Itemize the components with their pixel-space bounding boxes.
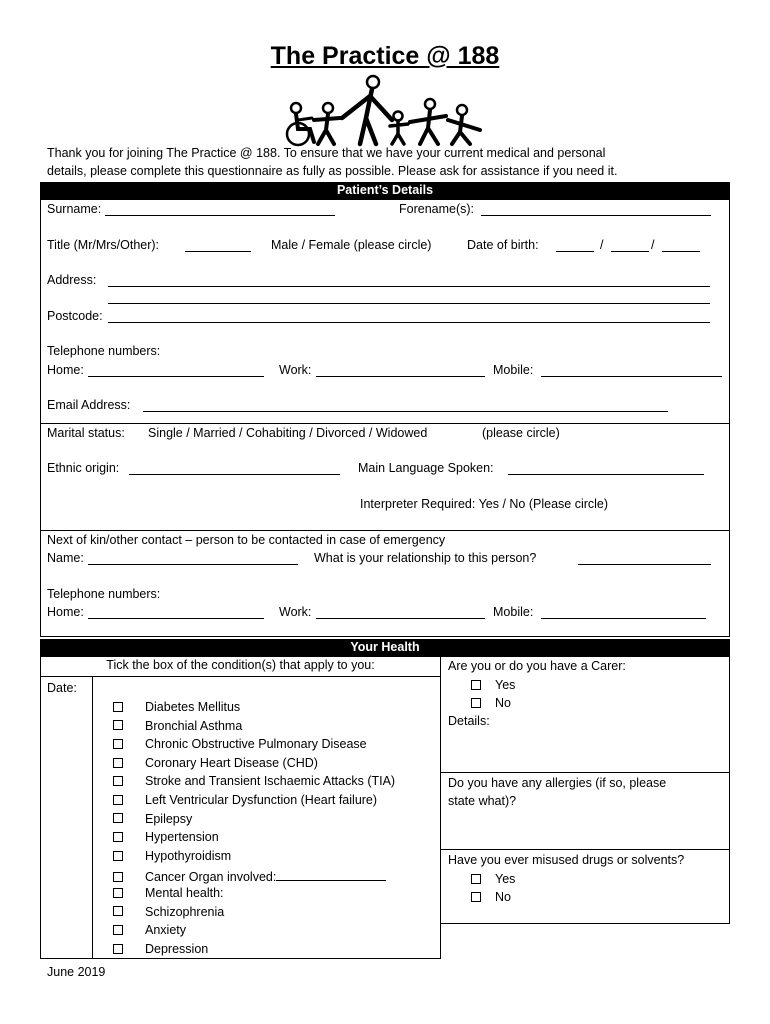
email-field[interactable] xyxy=(143,411,668,412)
kin-relationship-field[interactable] xyxy=(578,564,711,565)
mobile-phone-label: Mobile: xyxy=(493,363,534,377)
condition-item[interactable] xyxy=(113,905,224,919)
forename-label: Forename(s): xyxy=(399,202,475,216)
checkbox[interactable] xyxy=(113,758,123,768)
allergy-question-line-1: Do you have any allergies (if so, please xyxy=(448,776,667,790)
carer-question: Are you or do you have a Carer: xyxy=(448,659,626,673)
condition-item[interactable] xyxy=(113,923,186,937)
carer-no-option[interactable] xyxy=(471,696,511,710)
condition-item[interactable] xyxy=(113,886,224,900)
email-label: Email Address: xyxy=(47,398,131,412)
condition-item[interactable] xyxy=(113,812,192,826)
dob-month-field[interactable] xyxy=(611,251,649,252)
checkbox[interactable] xyxy=(113,795,123,805)
surname-field[interactable] xyxy=(105,215,335,216)
checkbox[interactable] xyxy=(113,832,123,842)
dob-day-field[interactable] xyxy=(556,251,594,252)
condition-item[interactable] xyxy=(113,849,231,863)
checkbox[interactable] xyxy=(471,698,481,708)
condition-item[interactable] xyxy=(113,774,395,788)
drugs-yes-option[interactable] xyxy=(471,872,515,886)
checkbox[interactable] xyxy=(471,874,481,884)
title-label: Title (Mr/Mrs/Other): xyxy=(47,238,160,252)
condition-label: Cancer Organ involved: xyxy=(145,870,277,885)
kin-telephone-label: Telephone numbers: xyxy=(47,587,161,601)
condition-item[interactable] xyxy=(113,867,386,884)
family-logo xyxy=(280,74,490,148)
checkbox[interactable] xyxy=(113,944,123,954)
condition-label: Left Ventricular Dysfunction (Heart failure) xyxy=(145,793,378,807)
kin-home-phone-label: Home: xyxy=(47,605,84,619)
drugs-no-option[interactable] xyxy=(471,890,511,904)
condition-item[interactable] xyxy=(113,830,219,844)
checkbox[interactable] xyxy=(113,813,123,823)
ethnic-origin-field[interactable] xyxy=(129,474,340,475)
footer-date: June 2019 xyxy=(47,965,106,979)
condition-label: Anxiety xyxy=(145,923,186,938)
drugs-no-label: No xyxy=(495,890,511,904)
condition-item[interactable] xyxy=(113,737,367,751)
condition-item[interactable] xyxy=(113,793,377,807)
condition-label: Depression xyxy=(145,941,209,956)
address-field-line-2[interactable] xyxy=(108,303,710,304)
condition-label: Diabetes Mellitus xyxy=(145,700,241,714)
allergy-question-line-2: state what)? xyxy=(448,794,517,808)
postcode-field[interactable] xyxy=(108,322,710,323)
patient-details-box xyxy=(40,199,730,637)
condition-item[interactable] xyxy=(113,942,208,956)
kin-name-field[interactable] xyxy=(88,564,298,565)
checkbox[interactable] xyxy=(471,892,481,902)
condition-item[interactable] xyxy=(113,700,240,714)
condition-label: Coronary Heart Disease (CHD) xyxy=(145,755,318,770)
kin-relationship-label: What is your relationship to this person? xyxy=(314,551,537,565)
mobile-phone-field[interactable] xyxy=(541,376,722,377)
drugs-yes-label: Yes xyxy=(495,872,516,886)
kin-mobile-phone-field[interactable] xyxy=(541,618,706,619)
ethnic-origin-label: Ethnic origin: xyxy=(47,461,120,475)
divider xyxy=(440,849,730,850)
checkbox[interactable] xyxy=(113,888,123,898)
condition-label: Schizophrenia xyxy=(145,904,225,919)
tick-instruction: Tick the box of the condition(s) that apply to you: xyxy=(106,658,375,672)
kin-home-phone-field[interactable] xyxy=(88,618,264,619)
kin-work-phone-label: Work: xyxy=(279,605,312,619)
checkbox[interactable] xyxy=(113,851,123,861)
condition-label: Chronic Obstructive Pulmonary Disease xyxy=(145,737,367,752)
work-phone-label: Work: xyxy=(279,363,312,377)
checkbox[interactable] xyxy=(113,925,123,935)
checkbox[interactable] xyxy=(113,720,123,730)
forename-field[interactable] xyxy=(481,215,711,216)
divider xyxy=(440,772,730,773)
condition-label: Epilepsy xyxy=(145,811,193,826)
divider xyxy=(40,530,730,531)
intro-line-2: details, please complete this questionnaire as fully as possible. Please ask for assistance if you need it. xyxy=(47,164,618,178)
address-field[interactable] xyxy=(108,286,710,287)
drugs-question: Have you ever misused drugs or solvents? xyxy=(448,853,685,867)
postcode-label: Postcode: xyxy=(47,309,103,323)
cancer-organ-field[interactable] xyxy=(276,867,386,881)
carer-no-label: No xyxy=(495,696,511,710)
marital-status-note: (please circle) xyxy=(482,426,560,440)
home-phone-label: Home: xyxy=(47,363,84,377)
home-phone-field[interactable] xyxy=(88,376,264,377)
intro-line-1: Thank you for joining The Practice @ 188. To ensure that we have your current medical and personal xyxy=(47,146,606,160)
conditions-box xyxy=(40,656,441,959)
address-label: Address: xyxy=(47,273,97,287)
main-language-field[interactable] xyxy=(508,474,704,475)
page-title: The Practice @ 188 xyxy=(270,42,500,70)
section-header-patient-details: Patient’s Details xyxy=(40,182,730,199)
dob-separator: / xyxy=(651,238,655,252)
dob-label: Date of birth: xyxy=(467,238,539,252)
surname-label: Surname: xyxy=(47,202,102,216)
interpreter-required[interactable]: Interpreter Required: Yes / No (Please circle) xyxy=(360,497,609,511)
condition-label: Hypertension xyxy=(145,830,219,845)
title-field[interactable] xyxy=(185,251,251,252)
marital-status-label: Marital status: xyxy=(47,426,125,440)
dob-year-field[interactable] xyxy=(662,251,700,252)
checkbox[interactable] xyxy=(113,776,123,786)
kin-mobile-phone-label: Mobile: xyxy=(493,605,534,619)
section-header-your-health: Your Health xyxy=(40,639,730,656)
condition-item[interactable] xyxy=(113,719,242,733)
condition-item[interactable] xyxy=(113,756,318,770)
telephone-label: Telephone numbers: xyxy=(47,344,161,358)
divider xyxy=(92,676,93,959)
kin-name-label: Name: xyxy=(47,551,84,565)
checkbox[interactable] xyxy=(113,906,123,916)
divider xyxy=(40,676,441,677)
work-phone-field[interactable] xyxy=(316,376,485,377)
main-language-label: Main Language Spoken: xyxy=(358,461,494,475)
checkbox[interactable] xyxy=(113,739,123,749)
condition-label: Hypothyroidism xyxy=(145,848,232,863)
marital-status-options[interactable]: Single / Married / Cohabiting / Divorced / Widowed xyxy=(148,426,428,440)
condition-label: Mental health: xyxy=(145,886,224,900)
gender-label: Male / Female (please circle) xyxy=(271,238,432,252)
dob-separator: / xyxy=(600,238,604,252)
date-label: Date: xyxy=(47,681,77,695)
checkbox[interactable] xyxy=(113,702,123,712)
condition-label: Bronchial Asthma xyxy=(145,718,243,733)
next-of-kin-heading: Next of kin/other contact – person to be contacted in case of emergency xyxy=(47,533,446,547)
condition-label: Stroke and Transient Ischaemic Attacks (TIA) xyxy=(145,774,396,789)
carer-details-label: Details: xyxy=(448,714,490,728)
checkbox[interactable] xyxy=(113,872,123,882)
kin-work-phone-field[interactable] xyxy=(316,618,485,619)
checkbox[interactable] xyxy=(471,680,481,690)
carer-yes-option[interactable] xyxy=(471,678,515,692)
carer-yes-label: Yes xyxy=(495,678,516,692)
divider xyxy=(40,423,730,424)
